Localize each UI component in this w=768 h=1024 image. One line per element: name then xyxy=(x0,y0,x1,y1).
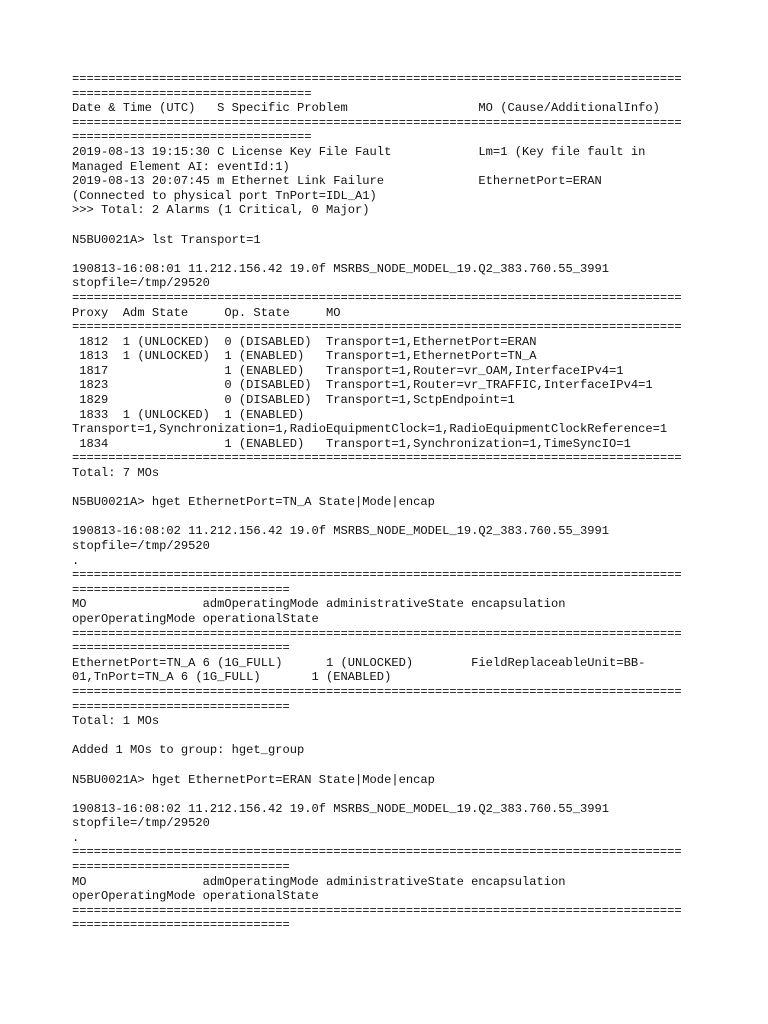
separator-line: ==================================================================================== xyxy=(72,684,682,699)
text-line: Date & Time (UTC) S Specific Problem MO (Cause/AdditionalInfo) xyxy=(72,101,660,116)
blank-line xyxy=(72,218,712,233)
text-line: Added 1 MOs to group: hget_group xyxy=(72,743,305,758)
separator-line: ============================== xyxy=(72,860,290,875)
text-line: 01,TnPort=TN_A 6 (1G_FULL) 1 (ENABLED) xyxy=(72,670,392,685)
text-line: (Connected to physical port TnPort=IDL_A1) xyxy=(72,188,377,203)
separator-line: ==================================================================================== xyxy=(72,451,682,466)
text-line: operOperatingMode operationalState xyxy=(72,889,319,904)
text-line: stopfile=/tmp/29520 xyxy=(72,816,210,831)
text-line: Total: 7 MOs xyxy=(72,466,160,481)
separator-line: ============================== xyxy=(72,641,290,656)
text-line: Managed Element AI: eventId:1) xyxy=(72,159,290,174)
text-line: 2019-08-13 19:15:30 C License Key File Fault Lm=1 (Key file fault in xyxy=(72,144,646,159)
blank-line xyxy=(72,247,712,262)
text-line: 190813-16:08:02 11.212.156.42 19.0f MSRBS_NODE_MODEL_19.Q2_383.760.55_3991 xyxy=(72,524,610,539)
text-line: >>> Total: 2 Alarms (1 Critical, 0 Major) xyxy=(72,203,370,218)
blank-line xyxy=(72,481,712,496)
command-line: N5BU0021A> hget EthernetPort=TN_A State|Mode|encap xyxy=(72,495,435,510)
text-line: Transport=1,Synchronization=1,RadioEquipmentClock=1,RadioEquipmentClockReference=1 xyxy=(72,422,668,437)
text-line: 1817 1 (ENABLED) Transport=1,Router=vr_OAM,InterfaceIPv4=1 xyxy=(72,363,624,378)
text-line: 2019-08-13 20:07:45 m Ethernet Link Failure EthernetPort=ERAN xyxy=(72,174,602,189)
command-line: N5BU0021A> lst Transport=1 xyxy=(72,232,261,247)
text-line: Proxy Adm State Op. State MO xyxy=(72,305,341,320)
command-line: N5BU0021A> hget EthernetPort=ERAN State|Mode|encap xyxy=(72,772,435,787)
separator-line: ==================================================================================== xyxy=(72,290,682,305)
separator-line: ============================== xyxy=(72,582,290,597)
text-line: 1833 1 (UNLOCKED) 1 (ENABLED) xyxy=(72,407,305,422)
blank-line xyxy=(72,758,712,773)
separator-line: ==================================================================================== xyxy=(72,845,682,860)
terminal-output xyxy=(72,72,712,933)
text-line: 1829 0 (DISABLED) Transport=1,SctpEndpoint=1 xyxy=(72,393,515,408)
text-line: 190813-16:08:01 11.212.156.42 19.0f MSRBS_NODE_MODEL_19.Q2_383.760.55_3991 xyxy=(72,261,610,276)
text-line: . xyxy=(72,553,80,568)
separator-line: ============================== xyxy=(72,918,290,933)
blank-line xyxy=(72,787,712,802)
text-line: operOperatingMode operationalState xyxy=(72,611,319,626)
separator-line: ==================================================================================== xyxy=(72,115,682,130)
separator-line: ==================================================================================== xyxy=(72,903,682,918)
text-line: 190813-16:08:02 11.212.156.42 19.0f MSRBS_NODE_MODEL_19.Q2_383.760.55_3991 xyxy=(72,801,610,816)
blank-line xyxy=(72,729,712,744)
text-line: MO admOperatingMode administrativeState encapsulation xyxy=(72,874,566,889)
separator-line: ============================== xyxy=(72,699,290,714)
text-line: 1812 1 (UNLOCKED) 0 (DISABLED) Transport=1,EthernetPort=ERAN xyxy=(72,334,537,349)
separator-line: ==================================================================================== xyxy=(72,320,682,335)
separator-line: ==================================================================================== xyxy=(72,626,682,641)
separator-line: ==================================================================================== xyxy=(72,72,682,86)
text-line: EthernetPort=TN_A 6 (1G_FULL) 1 (UNLOCKED) FieldReplaceableUnit=BB- xyxy=(72,655,646,670)
text-line: 1834 1 (ENABLED) Transport=1,Synchronization=1,TimeSyncIO=1 xyxy=(72,436,631,451)
text-line: stopfile=/tmp/29520 xyxy=(72,539,210,553)
text-line: 1813 1 (UNLOCKED) 1 (ENABLED) Transport=1,EthernetPort=TN_A xyxy=(72,349,537,364)
text-line: Total: 1 MOs xyxy=(72,714,160,729)
text-line: MO admOperatingMode administrativeState encapsulation xyxy=(72,597,566,612)
separator-line: ==================================================================================== xyxy=(72,568,682,583)
separator-line: ================================= xyxy=(72,86,312,101)
text-line: stopfile=/tmp/29520 xyxy=(72,276,210,291)
text-line: . xyxy=(72,830,80,845)
separator-line: ================================= xyxy=(72,130,312,145)
blank-line xyxy=(72,510,712,525)
text-line: 1823 0 (DISABLED) Transport=1,Router=vr_TRAFFIC,InterfaceIPv4=1 xyxy=(72,378,653,393)
